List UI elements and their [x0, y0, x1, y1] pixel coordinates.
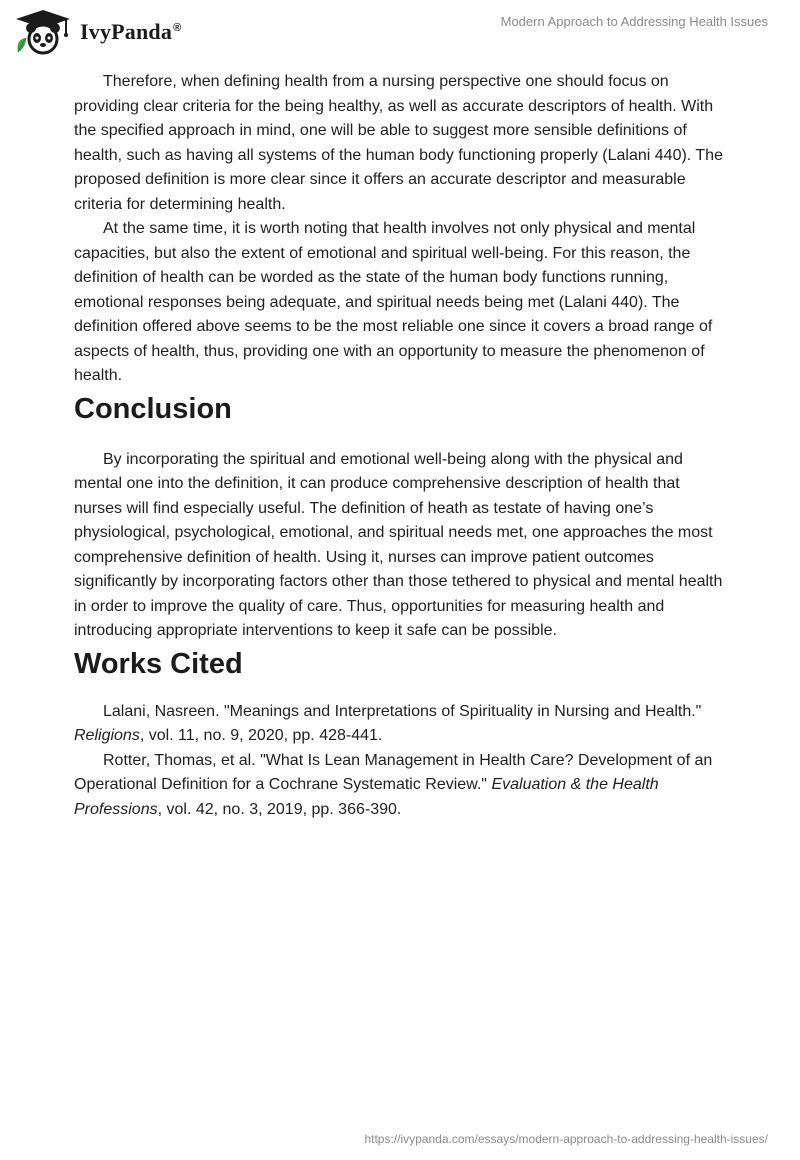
paragraph: At the same time, it is worth noting that health involves not only physical and mental capacities, but also the extent of emotional and spiritual well-being. For this reason, the definition of health can be worded as the state of the human body functions running, emotional responses being adequate, and spiritual needs being met (Lalani 440). The definition offered above seems to be the most reliable one since it covers a broad range of aspects of health, thus, providing one with an opportunity to measure the phenomenon of health.	[74, 220, 713, 384]
document-body	[74, 70, 724, 822]
journal-title: Evaluation & the Health Professions	[74, 776, 659, 818]
document-title: Modern Approach to Addressing Health Issues	[500, 14, 768, 29]
citation-entry: Lalani, Nasreen. "Meanings and Interpretations of Spirituality in Nursing and Health." Religions, vol. 11, no. 9, 2020, pp. 428-441.	[74, 702, 702, 744]
page-header	[0, 0, 800, 60]
brand-name: IvyPanda®	[80, 19, 182, 44]
panda-graduate-icon	[14, 8, 72, 56]
citation-entry: Rotter, Thomas, et al. "What Is Lean Management in Health Care? Development of an Operational Definition for a Cochrane Systematic Review." Evaluation & the Health Professions, vol. 42, no. 3, 2019, pp. 366-390.	[74, 751, 713, 818]
conclusion-paragraph: By incorporating the spiritual and emotional well-being along with the physical and mental one into the definition, it can produce comprehensive description of health that nurses will find especially useful. The definition of heath as testate of having one’s physiological, psychological, emotional, and spiritual needs met, one approaches the most comprehensive definition of health. Using it, nurses can improve patient outcomes significantly by incorporating factors other than those tethered to physical and mental health in order to improve the quality of care. Thus, opportunities for measuring health and introducing appropriate interventions to keep it safe can be possible.	[74, 450, 723, 639]
source-url[interactable]: https://ivypanda.com/essays/modern-approach-to-addressing-health-issues/	[364, 1132, 768, 1146]
paragraph: Therefore, when defining health from a nursing perspective one should focus on providing clear criteria for the being healthy, as well as accurate descriptors of health. With the specified approach in mind, one will be able to suggest more sensible definitions of health, such as having all systems of the human body functioning properly (Lalani 440). The proposed definition is more clear since it offers an accurate descriptor and measurable criteria for determining health.	[74, 73, 723, 213]
journal-title: Religions	[74, 727, 140, 744]
registered-mark: ®	[173, 21, 182, 34]
ivypanda-logo[interactable]	[14, 8, 181, 56]
works-cited-heading: Works Cited	[74, 647, 243, 680]
conclusion-heading: Conclusion	[74, 392, 232, 425]
